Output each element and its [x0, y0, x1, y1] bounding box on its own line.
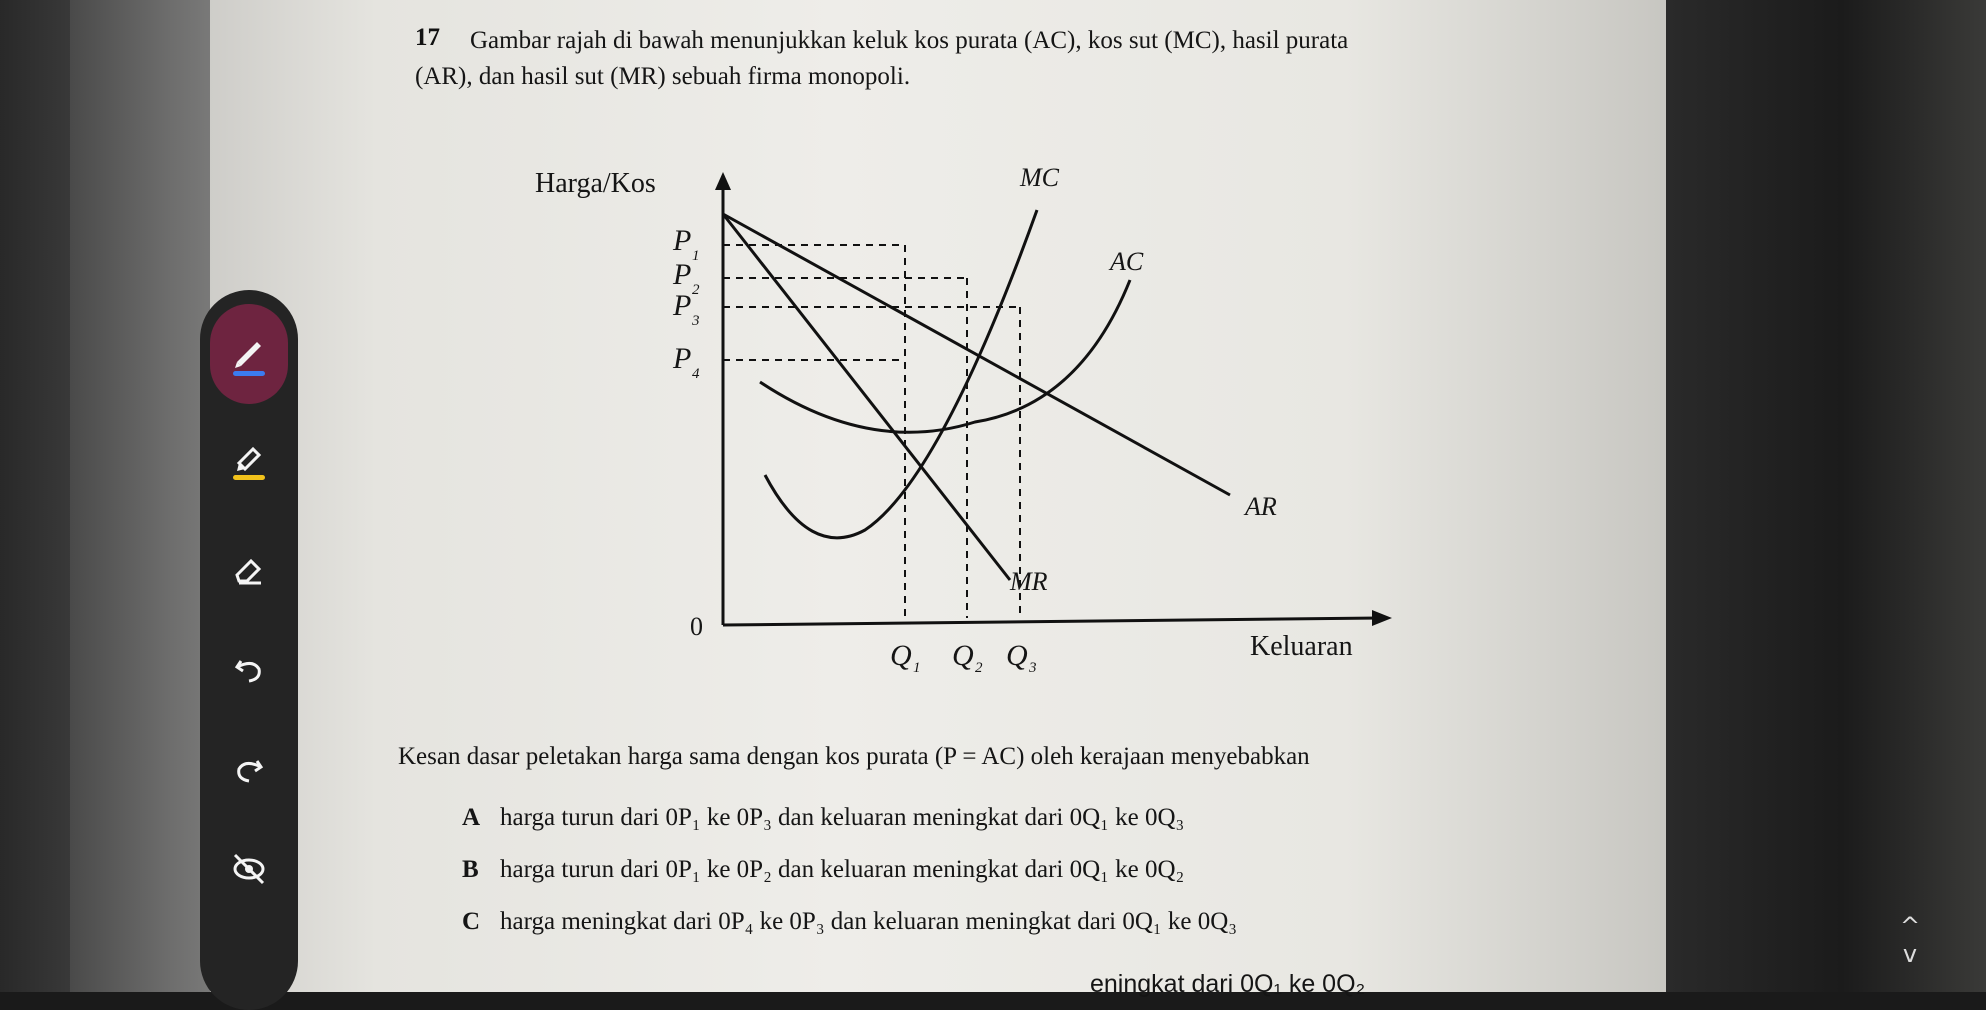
option-b-letter: B: [462, 856, 479, 883]
price-label-p1: P: [673, 224, 692, 257]
quantity-label-q1: Q: [890, 639, 912, 672]
option-c-letter: C: [462, 908, 481, 935]
x-axis-arrow: [1372, 610, 1392, 626]
question-prompt: Kesan dasar peletakan harga sama dengan kos purata (P = AC) oleh kerajaan menyebabkan: [398, 743, 1310, 770]
hide-icon: [227, 847, 271, 891]
quantity-sub-2: 2: [975, 660, 983, 676]
price-sub-1: 1: [692, 248, 700, 264]
quantity-label-q3: Q: [1006, 639, 1028, 672]
mr-label: MR: [1010, 567, 1048, 596]
undo-tool[interactable]: [210, 630, 288, 708]
scroll-up-icon[interactable]: ^: [1899, 912, 1921, 940]
option-a-letter: A: [462, 804, 481, 831]
option-b[interactable]: [462, 856, 1184, 884]
price-sub-4: 4: [692, 366, 700, 382]
option-a[interactable]: [462, 804, 1184, 832]
price-label-p2: P: [673, 258, 692, 291]
page-scroll-control[interactable]: [1880, 888, 1940, 992]
highlighter-icon: [227, 437, 271, 481]
redo-icon: [227, 747, 271, 791]
option-a-text: harga turun dari 0P₁ ke 0P₃ dan keluaran meningkat dari 0Q₁ ke 0Q₃: [500, 804, 1185, 831]
y-axis-arrow: [715, 172, 731, 190]
pen-icon: [227, 332, 271, 376]
price-label-p4: P: [673, 342, 692, 375]
mc-label: MC: [1020, 163, 1059, 192]
quantity-label-q2: Q: [952, 639, 974, 672]
eraser-tool[interactable]: [210, 530, 288, 608]
option-c-text: harga meningkat dari 0P₄ ke 0P₃ dan keluaran meningkat dari 0Q₁ ke 0Q₃: [500, 908, 1237, 935]
question-line-2: (AR), dan hasil sut (MR) sebuah firma monopoli.: [415, 63, 911, 90]
question-number: 17: [415, 24, 440, 51]
quantity-sub-3: 3: [1029, 660, 1037, 676]
question-line-1: Gambar rajah di bawah menunjukkan keluk kos purata (AC), kos sut (MC), hasil purata: [470, 27, 1349, 54]
eraser-icon: [227, 547, 271, 591]
pen-tool[interactable]: [210, 304, 288, 404]
highlighter-tool[interactable]: [210, 420, 288, 498]
annotation-toolbar: [200, 290, 298, 1010]
ac-label: AC: [1110, 247, 1144, 276]
quantity-sub-1: 1: [913, 660, 921, 676]
ar-curve: [723, 214, 1230, 495]
monopoly-diagram: [520, 150, 1420, 690]
x-axis-label: Keluaran: [1250, 631, 1353, 662]
price-label-p3: P: [673, 289, 692, 322]
origin-label: 0: [690, 612, 703, 641]
price-sub-2: 2: [692, 282, 700, 298]
hide-tool[interactable]: [210, 830, 288, 908]
partial-option-d: eningkat dari 0Q₁ ke 0Q₂: [1090, 970, 1366, 998]
undo-icon: [227, 647, 271, 691]
option-b-text: harga turun dari 0P₁ ke 0P₂ dan keluaran meningkat dari 0Q₁ ke 0Q₂: [500, 856, 1185, 883]
guide-lines: [723, 245, 1020, 618]
ar-label: AR: [1245, 492, 1277, 521]
right-frame: [1666, 0, 1986, 992]
x-axis: [723, 618, 1380, 625]
price-sub-3: 3: [692, 313, 700, 329]
scroll-down-icon[interactable]: v: [1902, 940, 1918, 968]
y-axis-label: Harga/Kos: [535, 168, 656, 199]
option-c[interactable]: [462, 908, 1237, 936]
redo-tool[interactable]: [210, 730, 288, 808]
left-shadow: [0, 0, 210, 992]
